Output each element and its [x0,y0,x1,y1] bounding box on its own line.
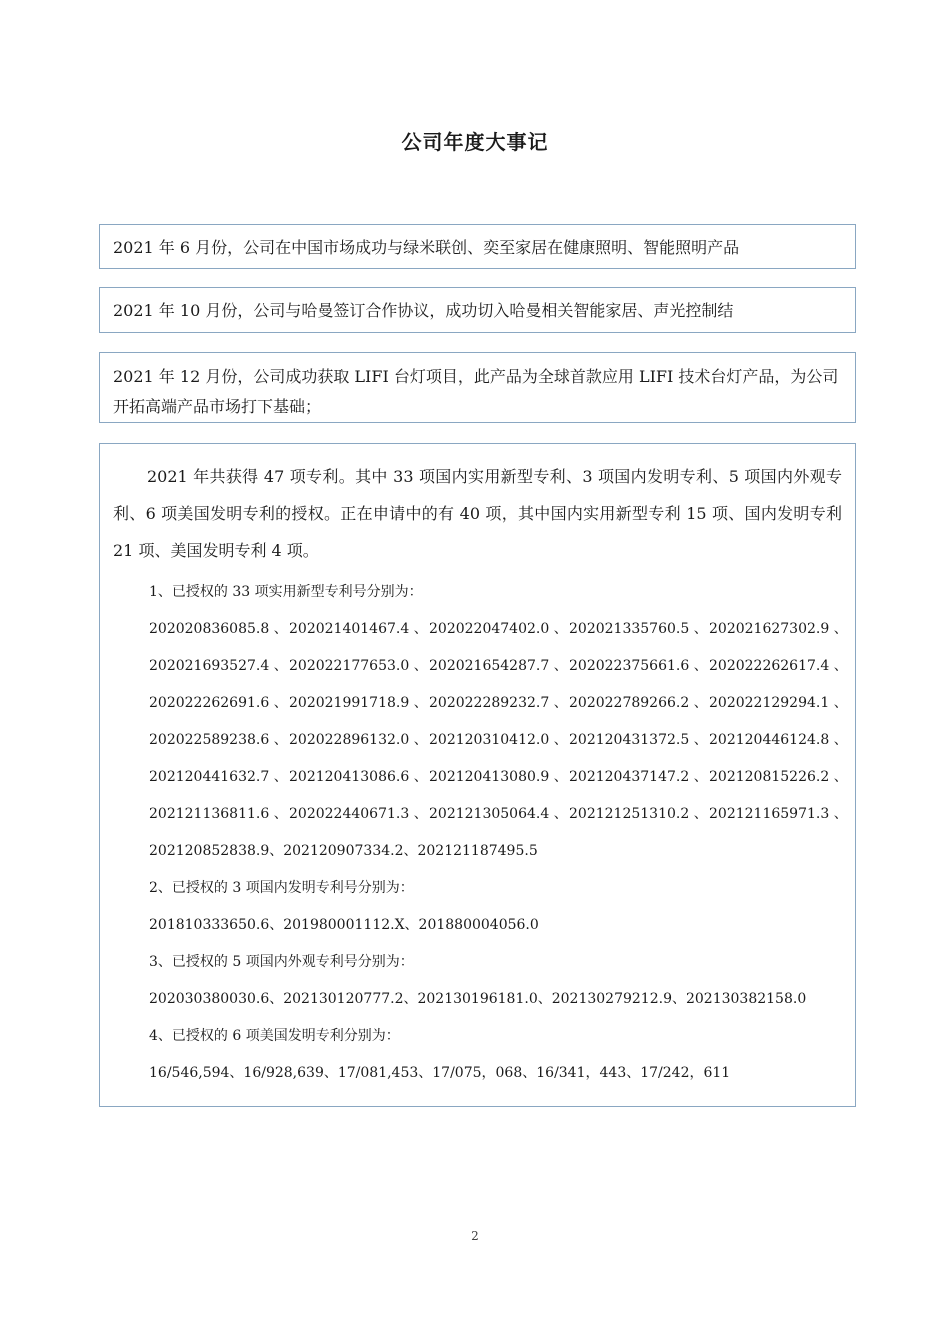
patent-number: 202121251310.2 、 [569,806,708,822]
us-patent-heading: 4、已授权的 6 项美国发明专利分别为： [149,1028,400,1044]
patent-number: 202121165971.3 、 [709,806,848,822]
patent-number: 202121136811.6 、 [149,806,288,822]
utility-patent-row [113,611,848,648]
utility-patent-heading: 1、已授权的 33 项实用新型专利号分别为： [149,584,423,600]
patent-number: 202021627302.9 、 [709,621,848,637]
patent-number: 202120431372.5 、 [569,732,708,748]
patent-number: 202120310412.0 、 [429,732,568,748]
design-patent-heading: 3、已授权的 5 项国内外观专利号分别为： [149,954,414,970]
patent-number: 202022789266.2 、 [569,695,708,711]
patent-number: 202022440671.3 、 [289,806,428,822]
patent-number: 202120413080.9 、 [429,769,568,785]
patent-number: 202021654287.7 、 [429,658,568,674]
patent-number: 202120437147.2 、 [569,769,708,785]
patent-number: 202021335760.5 、 [569,621,708,637]
event-box-june: 2021 年 6 月份，公司在中国市场成功与绿米联创、奕至家居在健康照明、智能照明产品 [99,224,856,269]
patent-number: 202120441632.7 、 [149,769,288,785]
design-patent-list: 202030380030.6、202130120777.2、202130196181.0、202130279212.9、202130382158.0 [149,991,807,1007]
patent-number: 202022375661.6 、 [569,658,708,674]
page-title: 公司年度大事记 [401,130,549,154]
utility-patent-row [113,685,848,722]
page-number: 2 [471,1229,479,1243]
patent-number: 202120446124.8 、 [709,732,848,748]
patent-number: 202022129294.1 、 [709,695,848,711]
patent-number: 202022177653.0 、 [289,658,428,674]
patent-summary: 2021 年共获得 47 项专利。其中 33 项国内实用新型专利、3 项国内发明专利、5 项国内外观专利、6 项美国发明专利的授权。正在申请中的有 40 项，其中国内实用新型专利 15 项、国内发明专利 21 项、美国发明专利 4 项。 [113,467,842,560]
event-box-october: 2021 年 10 月份，公司与哈曼签订合作协议，成功切入哈曼相关智能家居、声光控制结 [99,287,856,333]
patent-number: 202121305064.4 、 [429,806,568,822]
utility-patent-row [113,648,848,685]
utility-patent-row [113,759,848,796]
patent-number: 202022262617.4 、 [709,658,848,674]
patent-number: 202021693527.4 、 [149,658,288,674]
patent-number: 202120413086.6 、 [289,769,428,785]
patent-number: 202022289232.7 、 [429,695,568,711]
patent-number: 202020836085.8 、 [149,621,288,637]
patent-number: 202022262691.6 、 [149,695,288,711]
invention-patent-heading: 2、已授权的 3 项国内发明专利号分别为： [149,880,414,896]
utility-patent-last-row: 202120852838.9、202120907334.2、202121187495.5 [149,843,538,859]
us-patent-list: 16/546,594、16/928,639、17/081,453、17/075，068、16/341，443、17/242，611 [149,1065,731,1081]
patent-box [99,443,856,1107]
invention-patent-list: 201810333650.6、201980001112.X、201880004056.0 [149,917,539,933]
patent-number: 202021401467.4 、 [289,621,428,637]
patent-number: 202022589238.6 、 [149,732,288,748]
patent-number: 202022896132.0 、 [289,732,428,748]
utility-patent-row [113,796,848,833]
patent-number: 202021991718.9 、 [289,695,428,711]
patent-number: 202120815226.2 、 [709,769,848,785]
utility-patent-row [113,722,848,759]
event-box-december: 2021 年 12 月份，公司成功获取 LIFI 台灯项目，此产品为全球首款应用 LIFI 技术台灯产品，为公司开拓高端产品市场打下基础； [99,352,856,423]
patent-number: 202022047402.0 、 [429,621,568,637]
